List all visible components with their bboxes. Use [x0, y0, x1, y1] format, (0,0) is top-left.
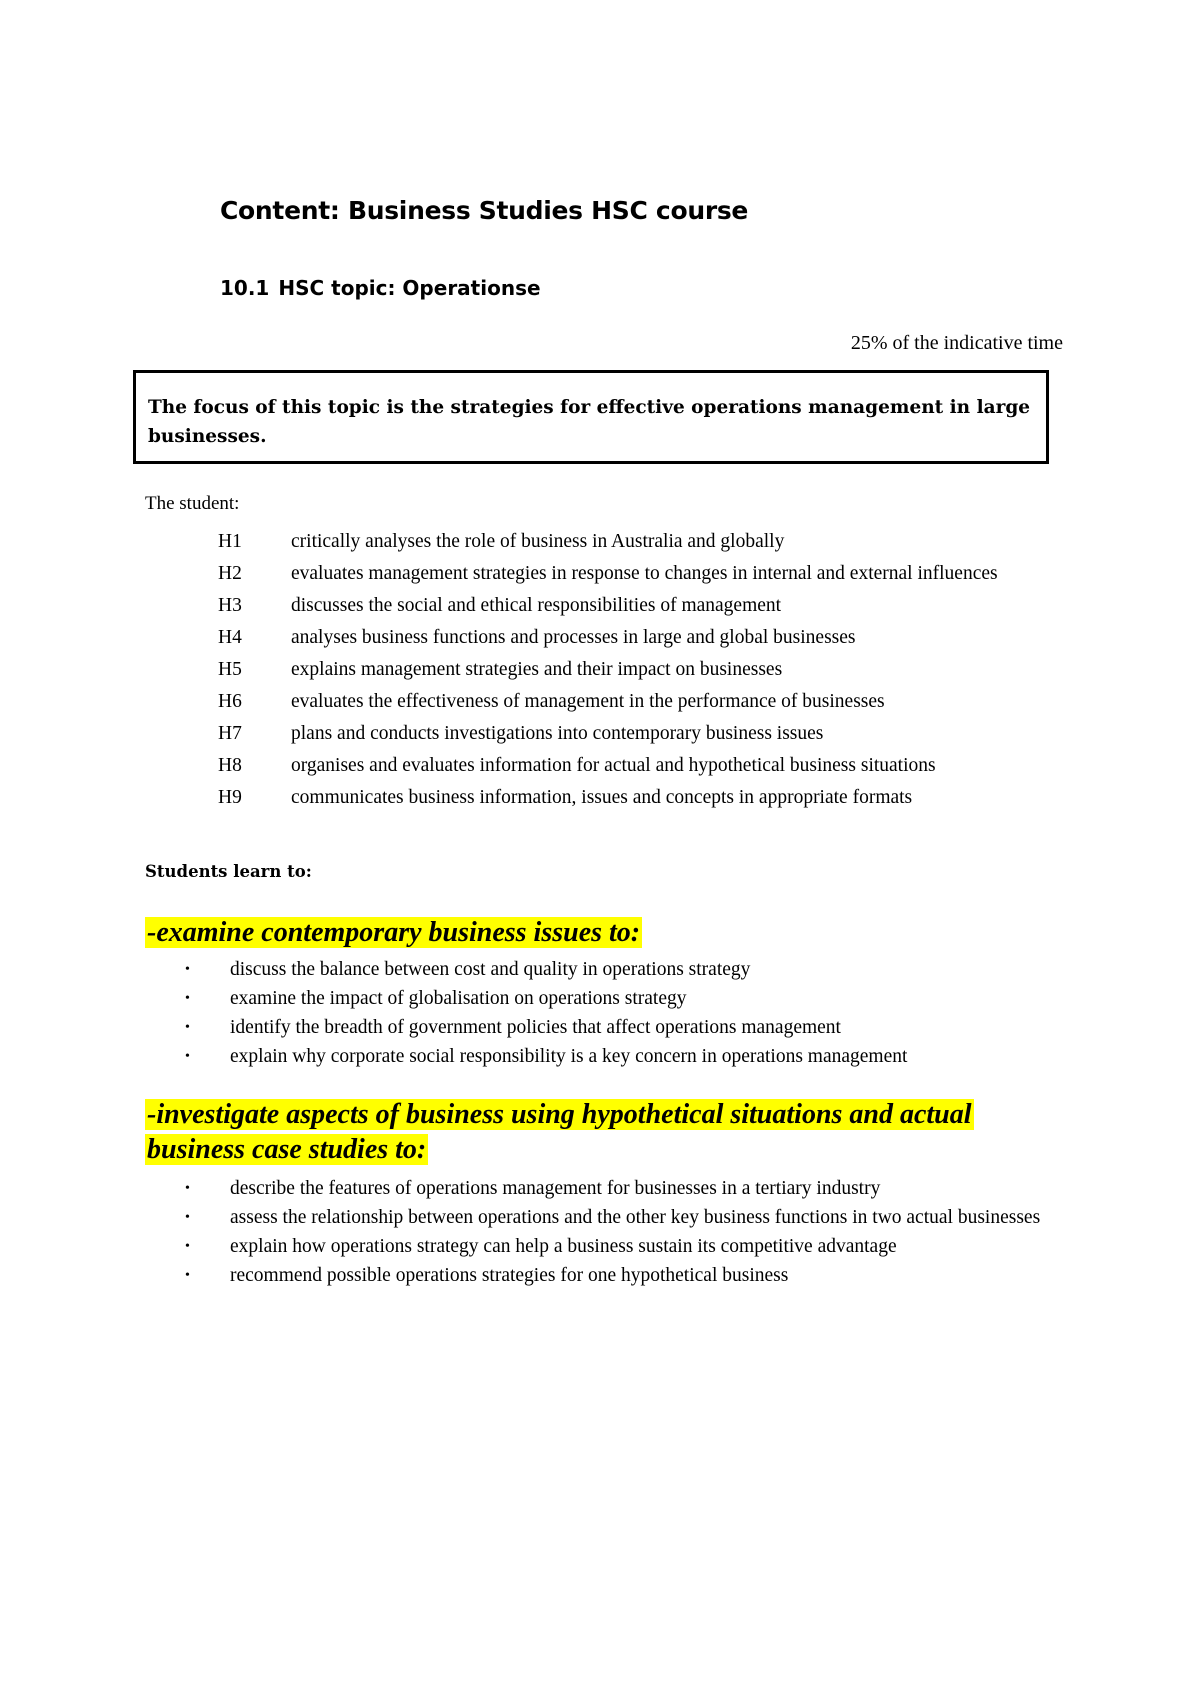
outcome-code: H2: [218, 563, 242, 584]
highlighted-heading-text: -examine contemporary business issues to:: [147, 917, 641, 948]
list-item: [185, 1174, 1065, 1203]
bullet-icon: •: [185, 1049, 190, 1064]
outcome-row: [218, 530, 1078, 554]
outcome-code: H7: [218, 723, 242, 744]
outcome-code: H5: [218, 659, 242, 680]
list-item-text: explain how operations strategy can help a business sustain its competitive advantage: [230, 1236, 897, 1257]
outcome-text: organises and evaluates information for actual and hypothetical business situations: [291, 755, 936, 776]
bullet-icon: •: [185, 1210, 190, 1225]
outcome-row: [218, 722, 1078, 746]
list-item: [185, 1203, 1065, 1232]
outcome-code: H9: [218, 787, 242, 808]
outcome-text: communicates business information, issues and concepts in appropriate formats: [291, 787, 913, 808]
list-item: [185, 1232, 1065, 1261]
section-heading-examine: [145, 915, 642, 950]
list-item: [185, 1042, 1065, 1071]
outcome-text: explains management strategies and their impact on businesses: [291, 659, 783, 680]
student-intro: The student:: [145, 493, 240, 514]
page-title: Content: Business Studies HSC course: [220, 196, 749, 225]
outcome-row: [218, 690, 1078, 714]
list-item-text: recommend possible operations strategies for one hypothetical business: [230, 1265, 789, 1286]
focus-box: [133, 370, 1049, 464]
outcome-row: [218, 786, 1078, 810]
bullet-icon: •: [185, 1239, 190, 1254]
outcome-text: plans and conducts investigations into contemporary business issues: [291, 723, 824, 744]
indicative-time: 25% of the indicative time: [850, 332, 1063, 354]
topic-number: 10.1: [220, 276, 270, 300]
outcome-code: H1: [218, 531, 242, 552]
bullet-icon: •: [185, 1181, 190, 1196]
list-item: [185, 984, 1065, 1013]
bullet-icon: •: [185, 1020, 190, 1035]
outcome-row: [218, 754, 1078, 778]
bullet-icon: •: [185, 991, 190, 1006]
list-item-text: describe the features of operations management for businesses in a tertiary industry: [230, 1178, 881, 1199]
list-item-text: identify the breadth of government policies that affect operations management: [230, 1017, 841, 1038]
highlighted-heading-text: -investigate aspects of business using hypothetical situations and actual business case studies to:: [147, 1099, 972, 1165]
outcomes-list: [218, 530, 1078, 818]
outcome-row: [218, 562, 1078, 586]
students-learn-heading: Students learn to:: [145, 862, 312, 881]
list-item-text: assess the relationship between operations and the other key business functions in two actual businesses: [230, 1207, 1041, 1228]
outcome-row: [218, 658, 1078, 682]
focus-text: The focus of this topic is the strategies for effective operations management in large businesses.: [148, 397, 1031, 447]
outcome-text: discusses the social and ethical responsibilities of management: [291, 595, 782, 616]
outcome-text: evaluates management strategies in response to changes in internal and external influences: [291, 563, 998, 584]
list-item-text: explain why corporate social responsibility is a key concern in operations management: [230, 1046, 908, 1067]
outcome-row: [218, 626, 1078, 650]
topic-heading: [220, 276, 541, 300]
investigate-bullet-list: [185, 1174, 1065, 1290]
bullet-icon: •: [185, 1268, 190, 1283]
outcome-text: analyses business functions and processes in large and global businesses: [291, 627, 856, 648]
examine-bullet-list: [185, 955, 1065, 1071]
outcome-code: H8: [218, 755, 242, 776]
outcome-code: H3: [218, 595, 242, 616]
section-heading-investigate: [145, 1097, 1065, 1167]
outcome-code: H4: [218, 627, 242, 648]
outcome-row: [218, 594, 1078, 618]
list-item: [185, 955, 1065, 984]
list-item-text: examine the impact of globalisation on operations strategy: [230, 988, 687, 1009]
list-item-text: discuss the balance between cost and quality in operations strategy: [230, 959, 751, 980]
outcome-text: evaluates the effectiveness of management in the performance of businesses: [291, 691, 885, 712]
outcome-text: critically analyses the role of business in Australia and globally: [291, 531, 785, 552]
bullet-icon: •: [185, 962, 190, 977]
list-item: [185, 1013, 1065, 1042]
outcome-code: H6: [218, 691, 242, 712]
topic-label: HSC topic: Operationse: [278, 276, 541, 300]
list-item: [185, 1261, 1065, 1290]
